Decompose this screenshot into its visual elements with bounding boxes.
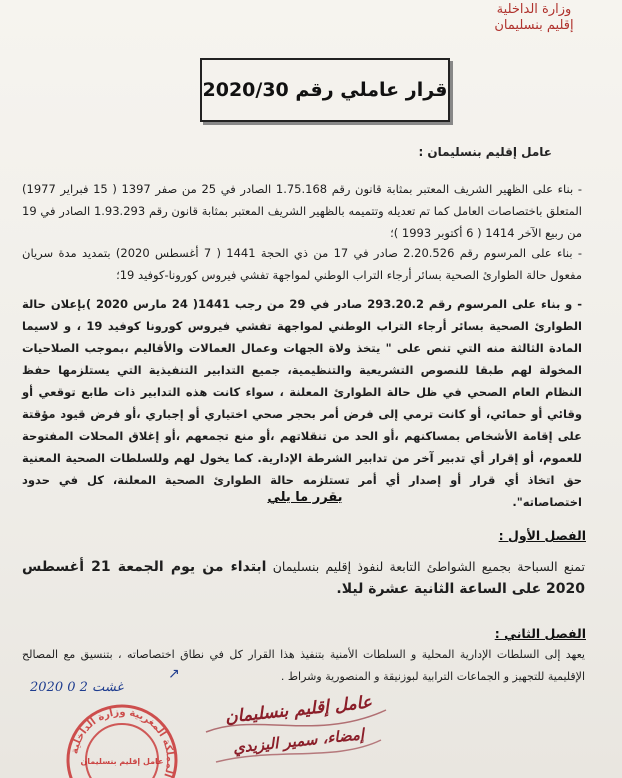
paragraph-decree-extension: - بناء على المرسوم رقم 2.20.526 صادر في 17 من ذي الحجة 1441 ( 7 أغسطس 2020) بتمديد مدة سريان مفعول حالة الطوارئ الصحية بسائر أرجاء التراب الوطني لمواجهة تفشي فيروس كورونا-كوفيد 19؛ xyxy=(22,246,583,282)
paragraph-dahir: - بناء على الظهير الشريف المعتبر بمثابة قانون رقم 1.75.168 الصادر في 25 من صفر 1397 ( 15 فبراير 1977) المتعلق باختصاصات العامل كما تم تعديله وتتميمه بالظهير الشريف المعتبر بمثابة قانون رقم 1.93.293 الصادر في 19 من ربيع الآخر 1414 ( 6 أكتوبر 1993 )؛ xyxy=(22,182,583,240)
decision-title-box xyxy=(200,58,450,122)
ministry-header xyxy=(464,2,604,34)
addressee: عامل إقليم بنسليمان : xyxy=(418,145,552,159)
stamp-seal-icon xyxy=(64,702,180,778)
signature-block xyxy=(196,692,396,772)
chapter-two-title: الفصل الثاني : xyxy=(494,626,586,641)
stamp-ring-text: المملكة المغربية وزارة الداخلية xyxy=(69,706,176,778)
paragraph-decree-emergency: - و بناء على المرسوم رقم 293.20.2 صادر في 29 من رجب 1441( 24 مارس 2020 )بإعلان حالة الطوارئ الصحية بسائر أرجاء التراب الوطني لمواجهة تفشي فيروس كورونا كوفيد 19 ، و لاسيما المادة الثالثة منه التي تنص على " يتخذ ولاة الجهات وعمال العمالات والأقاليم ،بموجب الصلاحيات المخولة لهم طبقا للنصوص التشريعية والتنظيمية، جميع التدابير التنفيذية التي يستلزمها حفظ النظام العام الصحي في ظل حالة الطوارئ المعلنة ، سواء كانت هذه التدابير ذات طابع توقعي أو وقائي أو حمائي، أو كانت ترمي إلى فرض أمر بحجر صحي اختياري أو إجباري ،أو فرض قيود مؤقتة على إقامة الأشخاص بمساكنهم ،أو الحد من تنقلاتهم ،أو منع تجمعهم ،أو إغلاق المحلات المفتوحة للعموم، أو إقرار أي تدبير آخر من تدابير الشرطة الإدارية. كما يخول لهم وللسلطات الصحية المعنية حق اتخاذ أي قرار أو إصدار أي أمر تستلزمه حالة الطوارئ الصحية المعلنة، كل في حدود اختصاصاته". xyxy=(22,297,583,509)
stamp-center-text: عامل إقليم بنسليمان xyxy=(80,757,164,766)
handwritten-mark-icon: ↗ xyxy=(168,666,180,682)
ministry-name: وزارة الداخلية xyxy=(496,2,572,17)
signature-title: عامل إقليم بنسليمان xyxy=(224,692,373,728)
signature-name: إمضاء، سمير اليزيدي xyxy=(232,725,365,757)
chapter-one-normal: تمنع السباحة بجميع الشواطئ التابعة لنفوذ إقليم بنسليمان xyxy=(272,559,585,574)
decides-heading: يقرر ما يلي xyxy=(267,490,343,505)
province-name: إقليم بنسليمان xyxy=(494,18,574,33)
svg-text:المملكة المغربية وزارة الداخلي xyxy=(69,707,175,778)
decision-title: قرار عاملي رقم 2020/30 xyxy=(202,79,448,101)
chapter-two-text: يعهد إلى السلطات الإدارية المحلية و السلطات الأمنية بتنفيذ هذا القرار كل في نطاق اختصاصاته ، بتنسيق مع المصالح الإقليمية للتجهيز و الجماعات الترابية لبوزنيقة و المنصورية وشراط . xyxy=(22,648,585,683)
handwritten-date: 2020 غشت 2 0 xyxy=(30,680,124,695)
official-stamp xyxy=(64,702,180,778)
chapter-one-text xyxy=(22,556,585,600)
chapter-one-title: الفصل الأول : xyxy=(498,528,586,543)
chapter-one-bold: ابتداء من يوم الجمعة 21 أغسطس 2020 على الساعة الثانية عشرة ليلا. xyxy=(22,559,585,597)
